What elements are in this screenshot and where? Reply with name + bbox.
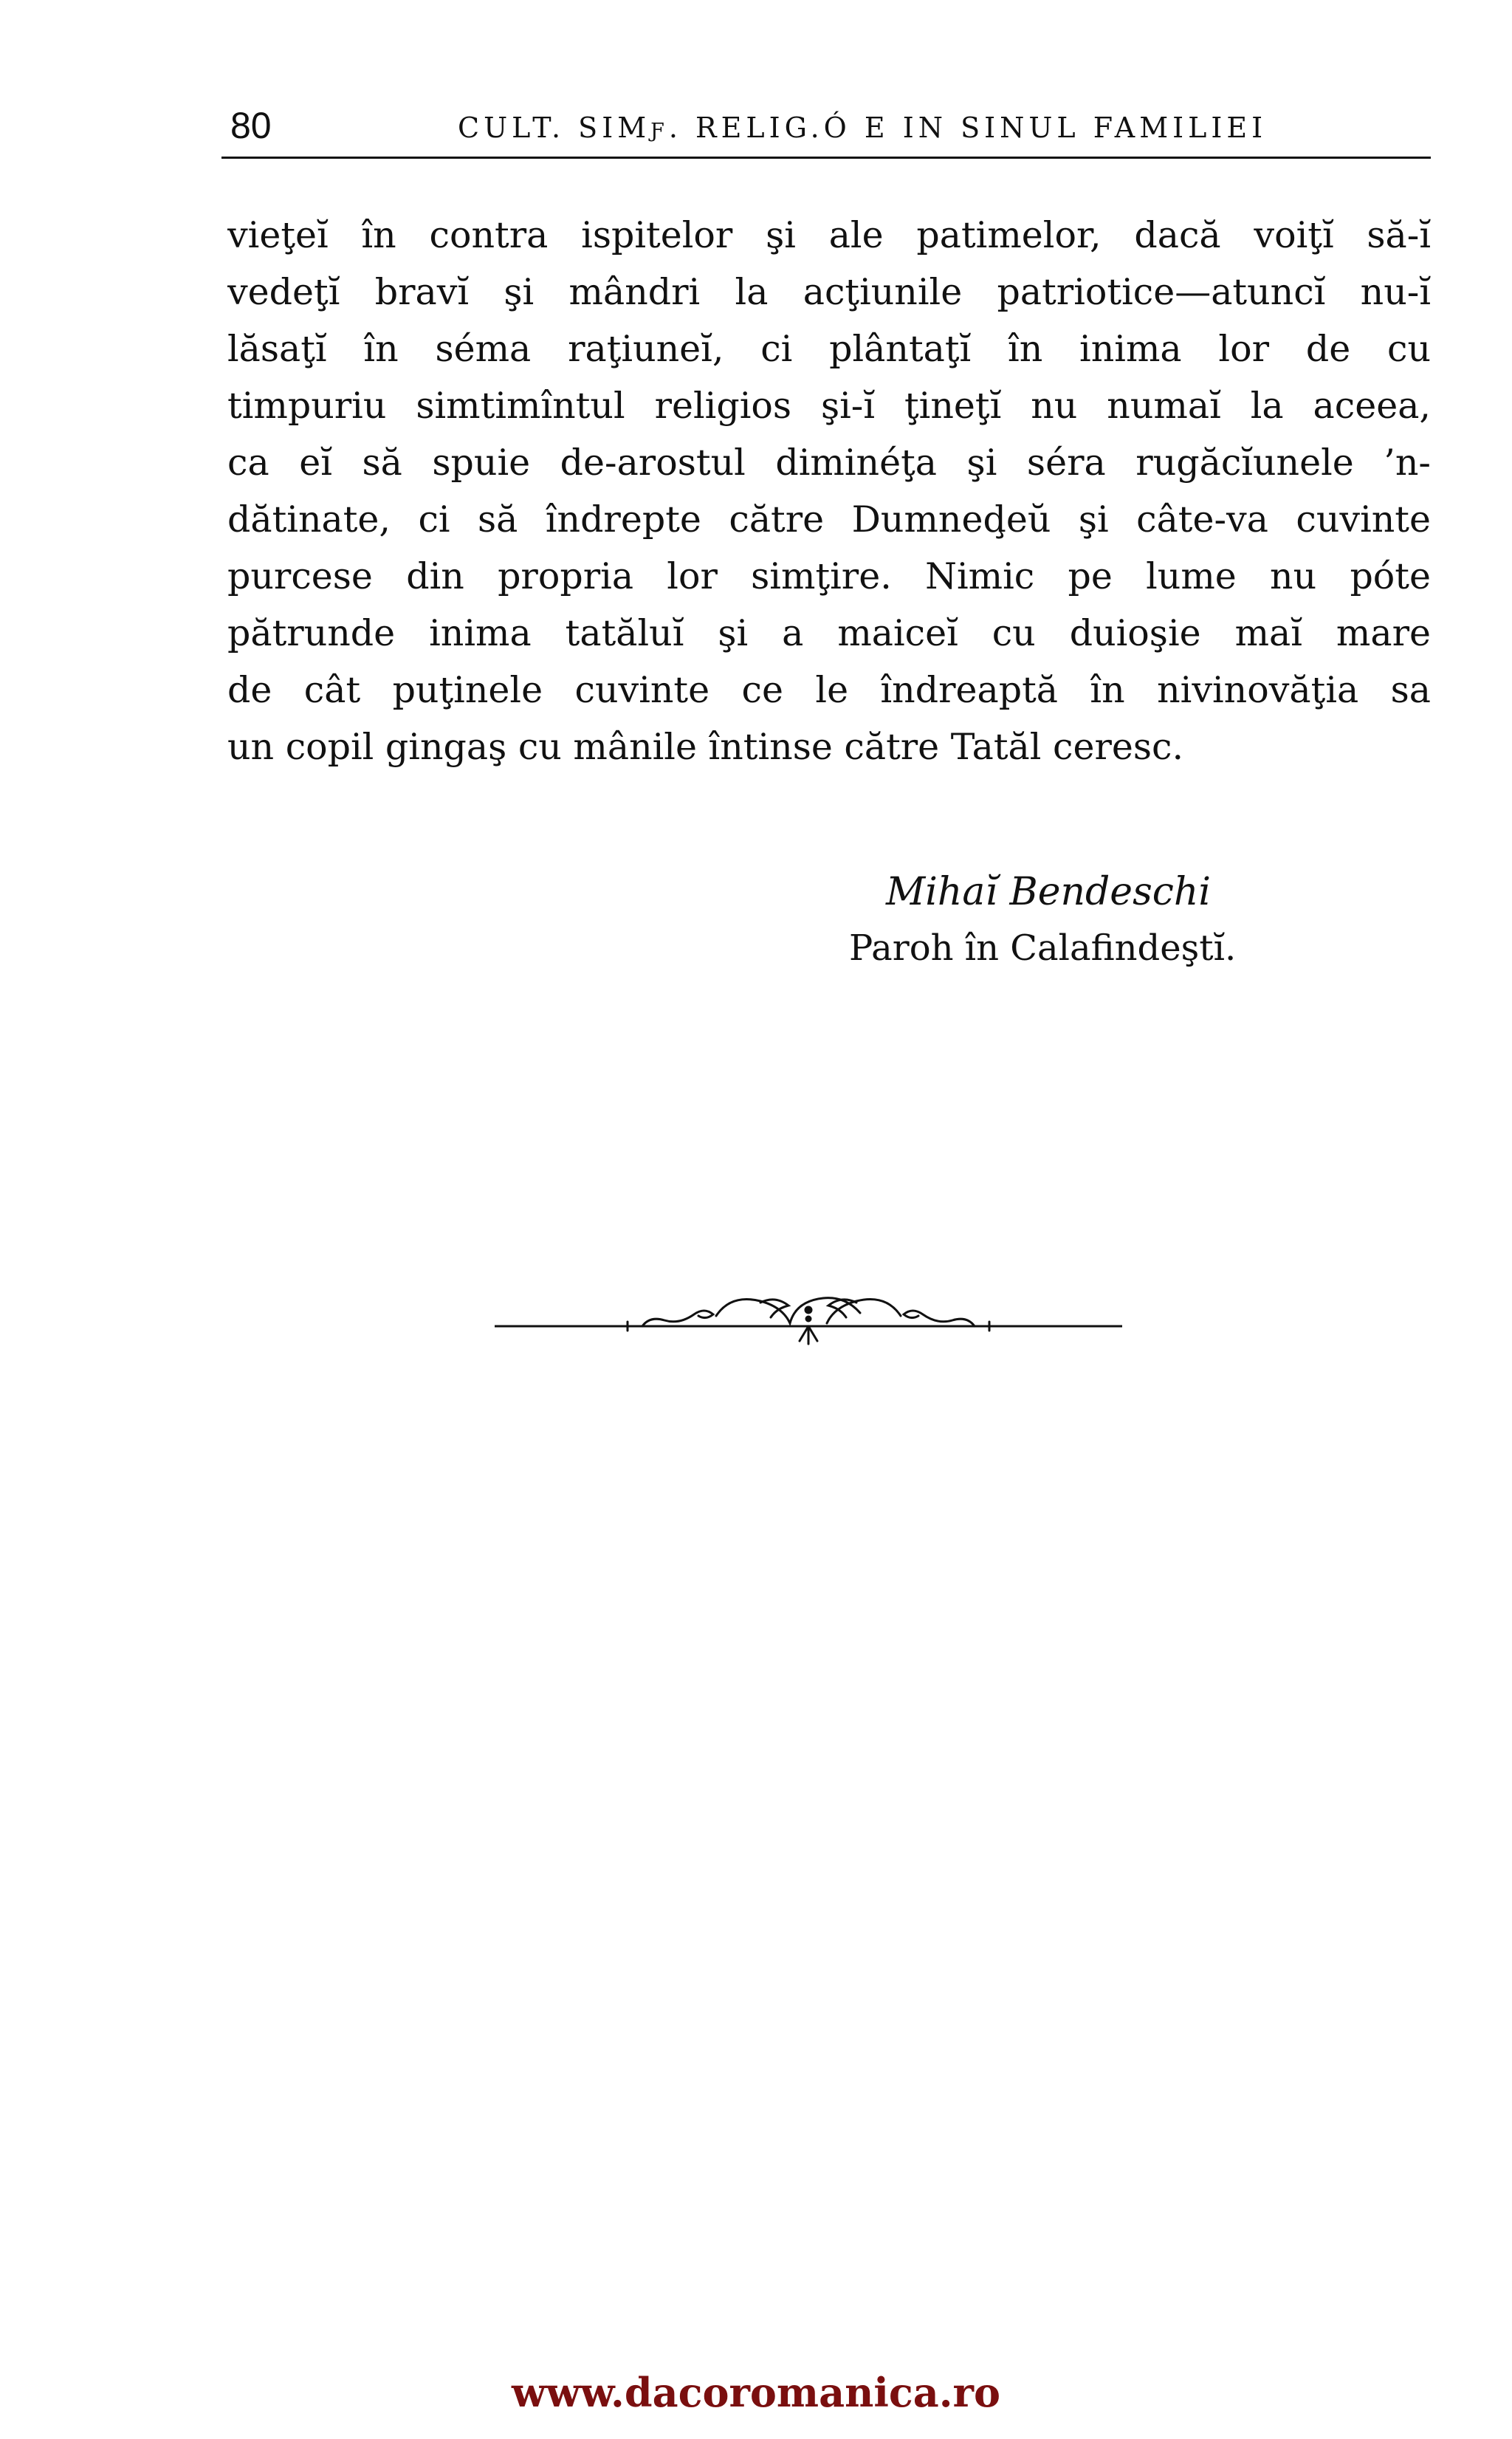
header-rule — [221, 157, 1431, 159]
body-paragraph — [227, 207, 1431, 775]
text-line: ca eĭ să spuie de-arostul diminéţa şi séra rugăcĭunele ’n- — [227, 442, 1431, 484]
text-line: un copil gingaş cu mânile întinse către Tatăl ceresc. — [227, 726, 1184, 768]
decorative-ornament-divider — [495, 1283, 1122, 1350]
text-line: vedeţĭ bravĭ şi mândri la acţiunile patriotice—atuncĭ nu-ĭ — [227, 271, 1431, 313]
text-line: pătrunde inima tatăluĭ şi a maiceĭ cu duioşie maĭ mare — [227, 612, 1431, 654]
text-line: vieţeĭ în contra ispitelor şi ale patimelor, dacă voiţĭ să-ĭ — [227, 214, 1431, 256]
running-head: CULT. SIMƒ. RELIG.Ó E IN SINUL FAMILIEI — [458, 112, 1268, 144]
text-line: purcese din propria lor simţire. Nimic pe lume nu póte — [227, 555, 1431, 597]
page-header — [221, 96, 1432, 155]
text-line: dătinate, ci să îndrepte către Dumneḑeŭ şi câte-va cuvinte — [227, 498, 1431, 541]
text-line: de cât puţinele cuvinte ce le îndreaptă în nivinovăţia sa — [227, 669, 1431, 711]
signature-name: Mihaĭ Bendeschi — [886, 870, 1211, 914]
text-line: lăsaţĭ în séma raţiuneĭ, ci plântaţĭ în inima lor de cu — [227, 328, 1431, 370]
page-number: 80 — [230, 105, 272, 146]
signature-title: Paroh în Calafindeştĭ. — [849, 927, 1237, 969]
text-line: timpuriu simtimîntul religios şi-ĭ ţineţĭ nu numaĭ la aceea, — [227, 385, 1431, 427]
source-watermark-link[interactable]: www.dacoromanica.ro — [512, 2369, 1000, 2416]
signature-block — [812, 864, 1270, 976]
